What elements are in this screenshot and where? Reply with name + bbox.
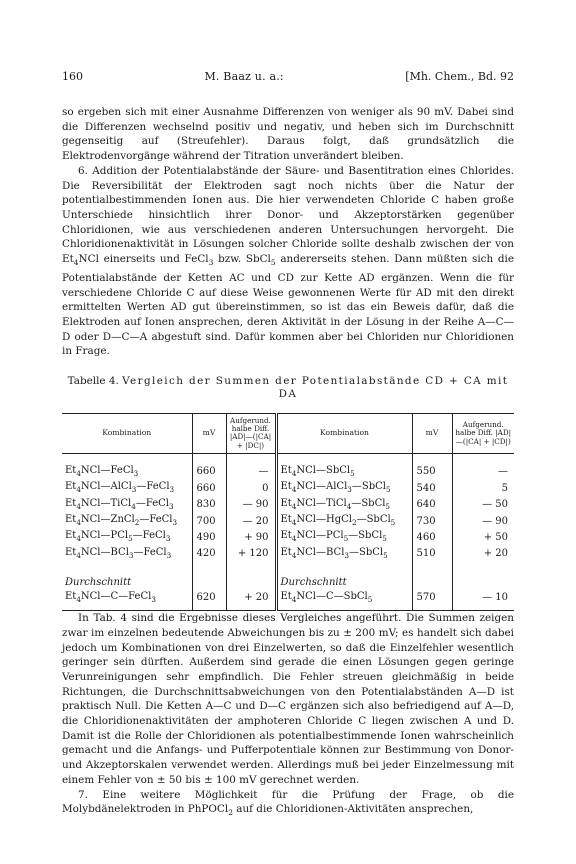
- row-left-kombination: $Et_4NCl—FeCl_3$: [65, 464, 139, 478]
- running-head-journal: [Mh. Chem., Bd. 92: [405, 70, 514, 83]
- column-header-kombination-left: Kombination: [62, 414, 192, 454]
- paragraph-section-6: 6. Addition der Potentialabstände der Säure- und Basentitration eines Chlorides. Die Reversibilität der Elektroden sagt noch nichts über die Natur der potentialbestimmenden Ionen aus. Die hier verwendeten Chloride C haben große Unterschiede hinsichtlich ihrer Donor- und Akzeptorstärken gegenüber Chloridionen, wie aus verschiedenen anderen Untersuchungen hervorgeht. Die Chloridionenaktivität in Lösungen solcher Chloride sollte deshalb zwischen der von $Et_4NCl$ einerseits und FeCl$_3$ bzw. SbCl$_5$ andererseits stehen. Dann müßten sich die Potentialabstände der Ketten AC und CD zur Kette AD ergänzen. Wenn die für verschiedene Chloride C auf diese Weise gewonnenen Werte für AD mit den direkt ermittelten Werten AD gut übereinstimmen, so ist das ein Beweis dafür, daß die Elektroden auf Ionen ansprechen, deren Aktivität in der Lösung in der Reihe A—C—D oder D—C—A abgestuft sind. Dafür kommen aber bei Chloriden nur Chloridionen in Frage.: [62, 164, 514, 358]
- row-right-diff: —: [452, 464, 514, 480]
- row-left-kombination: $Et_4NCl—TiCl_4—FeCl_3$: [65, 497, 174, 511]
- row-left-diff: + 120: [226, 546, 276, 562]
- table-row: [62, 480, 514, 496]
- paragraph-section-7: 7. Eine weitere Möglichkeit für die Prüfung der Frage, ob die Molybdänelektroden in PhPOCl$_2$ auf die Chloridionen-Aktivitäten ansprechen,: [62, 788, 514, 818]
- table-caption-label: Tabelle 4.: [67, 375, 119, 388]
- row-right-diff: — 90: [452, 513, 514, 529]
- row-right-mv: 510: [412, 546, 452, 562]
- table-row: [62, 497, 514, 513]
- row-right-diff: + 50: [452, 529, 514, 545]
- average-left-kombination: $Et_4NCl—C—FeCl_3$: [65, 590, 156, 604]
- row-left-mv: 420: [192, 546, 226, 562]
- column-header-diff-left: Aufgerund. halbe Diff. |AD|—(|CA| + |DC|): [226, 414, 276, 454]
- row-left-diff: 0: [226, 480, 276, 496]
- paragraph-discussion: In Tab. 4 sind die Ergebnisse dieses Vergleiches angeführt. Die Summen zeigen zwar im einzelnen bedeutende Abweichungen bis zu ± 200 mV; es handelt sich dabei jedoch um Kombinationen von drei Einzelwerten, so daß die Einzelfehler wesentlich geringer sein dürften. Außerdem sind gerade die einen Lösungen gegen geringe Verunreinigungen sehr empfindlich. Die Fehler streuen gleichmäßig in beide Richtungen, die Durchschnittsabweichungen von den Potentialabständen A—D ist praktisch Null. Die Ketten A—C und D—C ergänzen sich also befriedigend auf A—D, die Chloridionenaktivitäten der amphoteren Chloride C liegen zwischen A und D. Damit ist die Rolle der Chloridionen als potentialbestimmende Ionen wahrscheinlich gemacht und die Anfangs- und Pufferpotentiale können zur Bestimmung von Donor- und Akzeptorskalen verwendet werden. Allerdings muß bei jeder Einzelmessung mit einem Fehler von ± 50 bis ± 100 mV gerechnet werden.: [62, 612, 514, 786]
- row-right-kombination: $Et_4NCl—HgCl_2—SbCl_5$: [276, 513, 412, 529]
- average-left-mv: 620: [192, 590, 226, 611]
- row-right-kombination: $Et_4NCl—PCl_5—SbCl_5$: [276, 529, 412, 545]
- column-header-mv-right: mV: [412, 414, 452, 454]
- page-header: [62, 70, 514, 83]
- row-left-mv: 830: [192, 497, 226, 513]
- document-page: [62, 70, 514, 821]
- row-left-diff: — 20: [226, 513, 276, 529]
- row-right-diff: — 50: [452, 497, 514, 513]
- row-right-kombination: $Et_4NCl—BCl_3—SbCl_5$: [276, 546, 412, 562]
- subheading-left: Durchschnitt: [65, 577, 132, 589]
- comparison-table: [62, 413, 514, 611]
- table-row: [62, 546, 514, 562]
- row-left-diff: — 90: [226, 497, 276, 513]
- table-row: [62, 464, 514, 480]
- table-row: [62, 513, 514, 529]
- row-right-kombination: $Et_4NCl—TiCl_4—SbCl_5$: [276, 497, 412, 513]
- table-caption: [62, 375, 514, 401]
- row-left-diff: + 90: [226, 529, 276, 545]
- row-right-diff: + 20: [452, 546, 514, 562]
- row-right-mv: 640: [412, 497, 452, 513]
- average-left-diff: + 20: [226, 590, 276, 611]
- row-left-kombination: $Et_4NCl—PCl_5—FeCl_3$: [65, 530, 171, 544]
- row-right-kombination: $Et_4NCl—SbCl_5$: [276, 464, 412, 480]
- column-header-diff-right: Aufgerund. halbe Diff. |AD|—(|CA| + |CD|): [452, 414, 514, 454]
- subheading-right: Durchschnitt: [276, 572, 412, 589]
- column-header-mv-left: mV: [192, 414, 226, 454]
- row-left-mv: 490: [192, 529, 226, 545]
- table-average-row: [62, 590, 514, 611]
- row-left-mv: 660: [192, 464, 226, 480]
- row-left-mv: 660: [192, 480, 226, 496]
- row-left-kombination: $Et_4NCl—ZnCl_2—FeCl_3$: [65, 514, 178, 528]
- paragraph-continuation: so ergeben sich mit einer Ausnahme Differenzen von weniger als 90 mV. Dabei sind die Differenzen wechselnd positiv und negativ, und heben sich im Durchschnitt gegenseitig auf (Streufehler). Daraus folgt, daß grundsätzlich die Elektrodenvorgänge während der Titration unverändert bleiben.: [62, 106, 514, 163]
- table-subheading-row: [62, 572, 514, 589]
- table-caption-text: Vergleich der Summen der Potentialabstände CD + CA mit DA: [122, 375, 509, 401]
- running-head-authors: M. Baaz u. a.:: [204, 70, 284, 83]
- row-left-kombination: $Et_4NCl—BCl_3—FeCl_3$: [65, 546, 172, 560]
- average-right-diff: — 10: [452, 590, 514, 611]
- row-left-mv: 700: [192, 513, 226, 529]
- row-right-mv: 550: [412, 464, 452, 480]
- average-right-mv: 570: [412, 590, 452, 611]
- row-right-mv: 540: [412, 480, 452, 496]
- table-header-row: [62, 414, 514, 454]
- page-number: 160: [62, 70, 83, 83]
- table-row: [62, 529, 514, 545]
- row-right-kombination: $Et_4NCl—AlCl_3—SbCl_5$: [276, 480, 412, 496]
- row-right-mv: 730: [412, 513, 452, 529]
- average-right-kombination: $Et_4NCl—C—SbCl_5$: [276, 590, 412, 611]
- column-header-kombination-right: Kombination: [276, 414, 412, 454]
- row-left-kombination: $Et_4NCl—AlCl_3—FeCl_3$: [65, 481, 175, 495]
- row-right-diff: 5: [452, 480, 514, 496]
- row-right-mv: 460: [412, 529, 452, 545]
- row-left-diff: —: [226, 464, 276, 480]
